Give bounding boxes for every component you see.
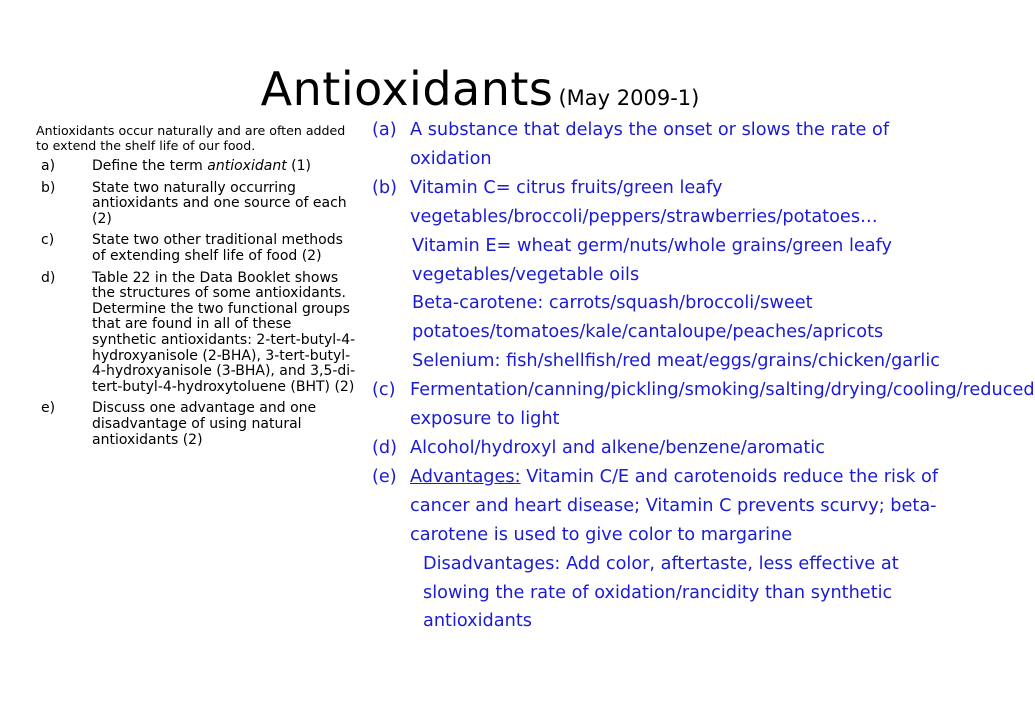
answer-marker: (c) <box>372 380 396 401</box>
answer-marker: (e) <box>372 466 397 487</box>
question-marker: a) <box>41 158 56 174</box>
question-item-c <box>36 233 358 264</box>
advantages-label: Advantages: <box>410 466 521 487</box>
answer-marker: (b) <box>372 177 398 198</box>
answer-c <box>372 376 1035 434</box>
question-list <box>36 159 358 448</box>
answer-e <box>372 463 946 550</box>
answer-d <box>372 434 946 463</box>
question-item-b <box>36 181 358 228</box>
answer-a <box>372 116 946 174</box>
answer-b-vitamin-e: Vitamin E= wheat germ/nuts/whole grains/green leafy vegetables/vegetable oils <box>412 235 893 285</box>
question-text: State two other traditional methods of extending shelf life of food (2) <box>92 232 343 264</box>
questions-intro: Antioxidants occur naturally and are often added to extend the shelf life of our food. <box>36 123 346 153</box>
answer-b-beta-carotene: Beta-carotene: carrots/squash/broccoli/sweet potatoes/tomatoes/kale/cantaloupe/peaches/apricots <box>412 293 884 343</box>
question-text: Discuss one advantage and one disadvantage of using natural antioxidants (2) <box>92 400 317 448</box>
answers-panel <box>372 116 1035 636</box>
question-item-e <box>36 401 358 448</box>
answer-marker: (d) <box>372 437 398 458</box>
question-text <box>92 159 358 175</box>
question-text: State two naturally occurring antioxidants and one source of each (2) <box>92 179 347 227</box>
title-main: Antioxidants <box>260 62 554 116</box>
question-item-a <box>36 159 358 175</box>
answer-b <box>372 174 946 232</box>
advantages-text: Vitamin C/E and carotenoids reduce the risk of cancer and heart disease; Vitamin C prevents scurvy; beta-carotene is used to give color to margarine <box>410 466 939 545</box>
answer-text: Fermentation/canning/pickling/smoking/salting/drying/cooling/reduced exposure to light <box>410 380 1035 430</box>
question-item-d <box>36 271 358 396</box>
answer-text: Vitamin C= citrus fruits/green leafy vegetables/broccoli/peppers/strawberries/potatoes… <box>410 177 878 227</box>
answer-text <box>410 463 946 550</box>
answer-b-selenium: Selenium: fish/shellfish/red meat/eggs/grains/chicken/garlic <box>412 351 940 372</box>
answer-e-disadvantages: Disadvantages: Add color, aftertaste, less effective at slowing the rate of oxidation/rancidity than synthetic antioxidants <box>423 553 899 632</box>
question-a-post: (1) <box>286 158 311 174</box>
question-marker: d) <box>41 269 56 286</box>
question-a-emphasis: antioxidant <box>207 158 287 174</box>
question-a-pre: Define the term <box>92 158 208 174</box>
question-marker: e) <box>41 400 56 417</box>
question-text: Table 22 in the Data Booklet shows the structures of some antioxidants. Determine the two functional groups that are found in all of these synthetic antioxidants: 2-tert-butyl-4-hydroxyanisole (2-BHA), 3-tert-butyl-4-hydroxyanisole (3-BHA), and 3,5-di-tert-butyl-4-hydroxytoluene (BHT) (2) <box>92 269 356 395</box>
question-marker: c) <box>41 232 55 249</box>
answer-text: A substance that delays the onset or slows the rate of oxidation <box>410 120 890 169</box>
slide-title <box>0 62 960 116</box>
questions-panel <box>36 123 358 454</box>
title-sub: (May 2009-1) <box>558 86 700 110</box>
answer-text: Alcohol/hydroxyl and alkene/benzene/aromatic <box>410 437 825 458</box>
question-marker: b) <box>41 179 56 196</box>
answer-marker: (a) <box>372 120 397 140</box>
